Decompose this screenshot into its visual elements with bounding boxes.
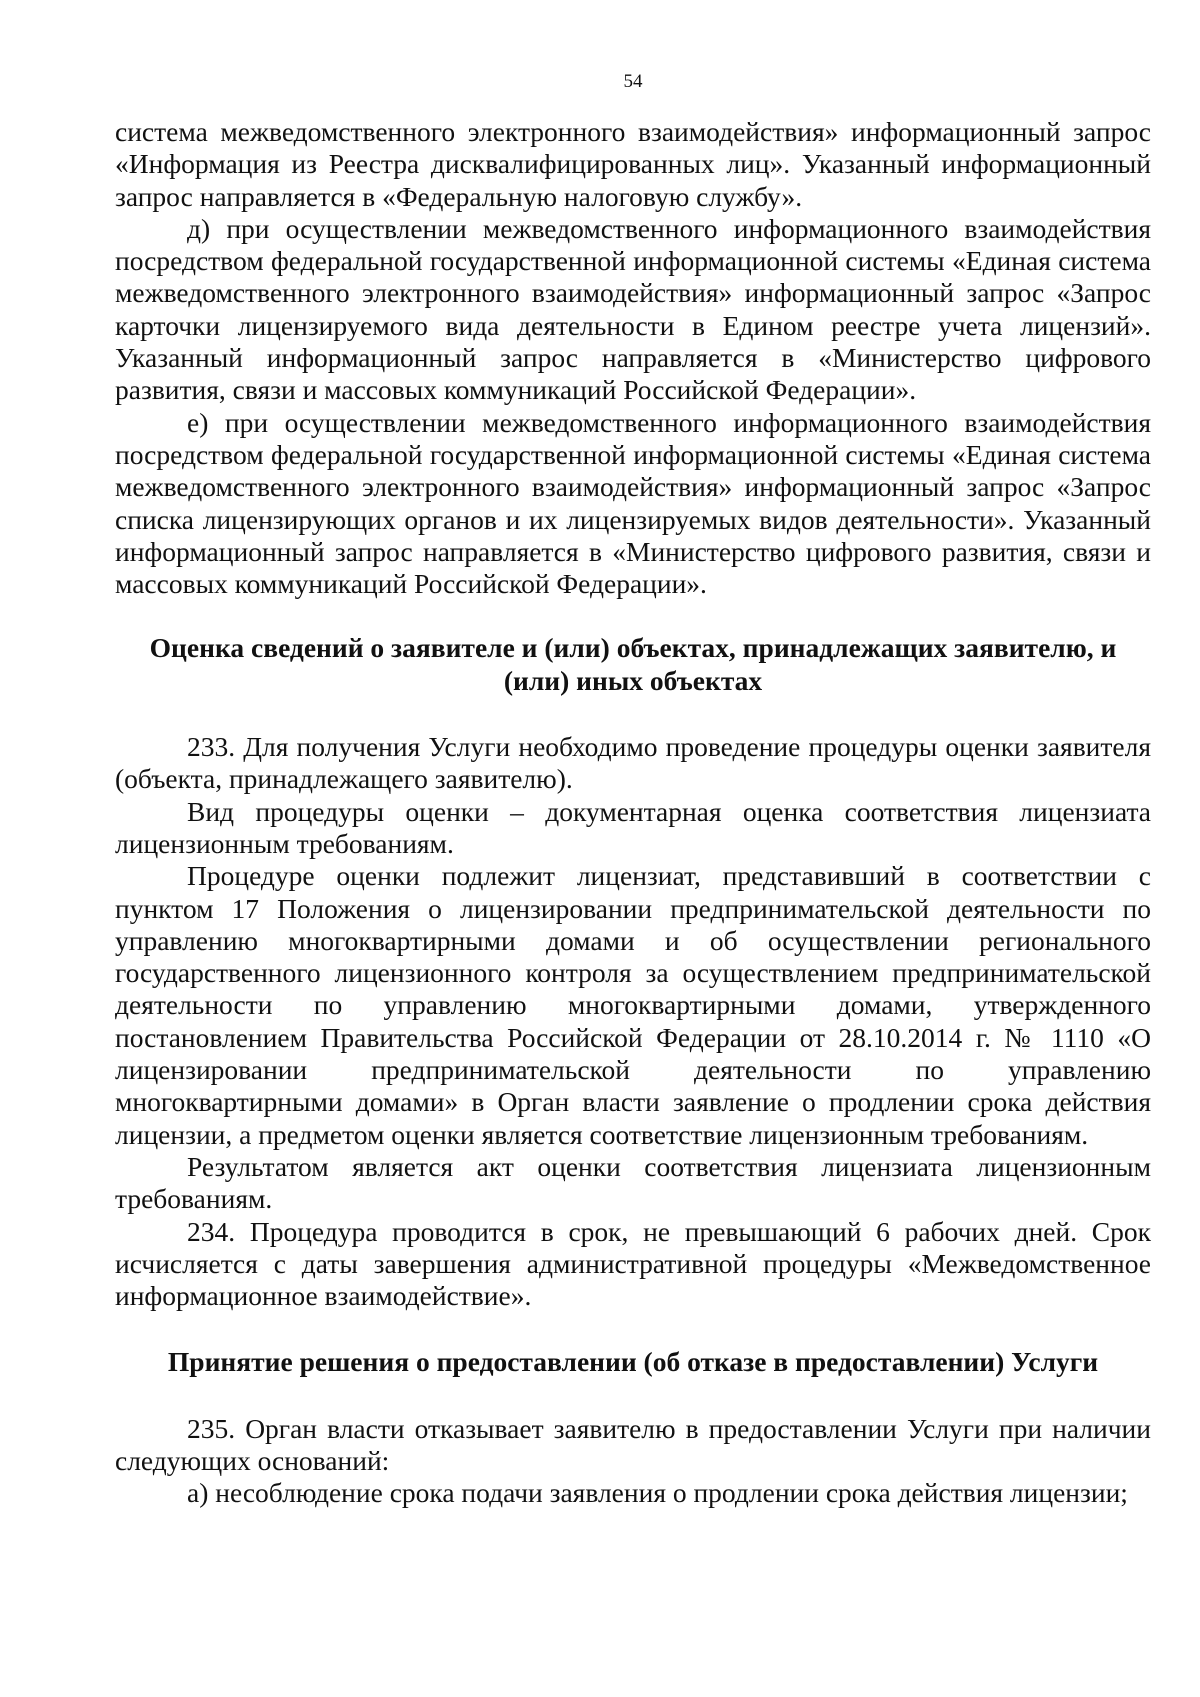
document-page bbox=[115, 70, 1151, 1510]
section-heading-decision: Принятие решения о предоставлении (об отказе в предоставлении) Услуги bbox=[167, 1346, 1099, 1378]
paragraph-assessment-type: Вид процедуры оценки – документарная оценка соответствия лицензиата лицензионным требованиям. bbox=[115, 795, 1151, 859]
paragraph-item-e: е) при осуществлении межведомственного информационного взаимодействия посредством федеральной государственной информационной системы «Единая система межведомственного электронного взаимодействия» информационный запрос «Запрос списка лицензирующих органов и их лицензируемых видов деятельности». Указанный информационный запрос направляется в «Министерство цифрового развития, связи и массовых коммуникаций Российской Федерации». bbox=[115, 406, 1151, 600]
paragraph-item-d: д) при осуществлении межведомственного информационного взаимодействия посредством федеральной государственной информационной системы «Единая система межведомственного электронного взаимодействия» информационный запрос «Запрос карточки лицензируемого вида деятельности в Едином реестре учета лицензий». Указанный информационный запрос направляется в «Министерство цифрового развития, связи и массовых коммуникаций Российской Федерации». bbox=[115, 212, 1151, 406]
section-heading-assessment: Оценка сведений о заявителе и (или) объектах, принадлежащих заявителю, и (или) иных объектах bbox=[149, 632, 1117, 696]
paragraph-234: 234. Процедура проводится в срок, не превышающий 6 рабочих дней. Срок исчисляется с даты завершения административной процедуры «Межведомственное информационное взаимодействие». bbox=[115, 1215, 1151, 1312]
paragraph-item-a: а) несоблюдение срока подачи заявления о продлении срока действия лицензии; bbox=[187, 1477, 1128, 1509]
paragraph-assessment-subject: Процедуре оценки подлежит лицензиат, представивший в соответствии с пунктом 17 Положения о лицензировании предпринимательской деятельности по управлению многоквартирными домами и об осуществлении регионального государственного лицензионного контроля за осуществлением предпринимательской деятельности по управлению многоквартирными домами, утвержденного постановлением Правительства Российской Федерации от 28.10.2014 г. № 1110 «О лицензировании предпринимательской деятельности по управлению многоквартирными домами» в Орган власти заявление о продлении срока действия лицензии, а предметом оценки является соответствие лицензионным требованиям. bbox=[115, 860, 1151, 1150]
paragraph-continuation: система межведомственного электронного взаимодействия» информационный запрос «Информация из Реестра дисквалифицированных лиц». Указанный информационный запрос направляется в «Федеральную налоговую службу». bbox=[115, 116, 1151, 212]
page-number: 54 bbox=[623, 71, 643, 92]
paragraph-assessment-result: Результатом является акт оценки соответствия лицензиата лицензионным требованиям. bbox=[115, 1150, 1151, 1215]
paragraph-233: 233. Для получения Услуги необходимо проведение процедуры оценки заявителя (объекта, принадлежащего заявителю). bbox=[115, 731, 1151, 795]
paragraph-235: 235. Орган власти отказывает заявителю в предоставлении Услуги при наличии следующих оснований: bbox=[115, 1412, 1151, 1476]
